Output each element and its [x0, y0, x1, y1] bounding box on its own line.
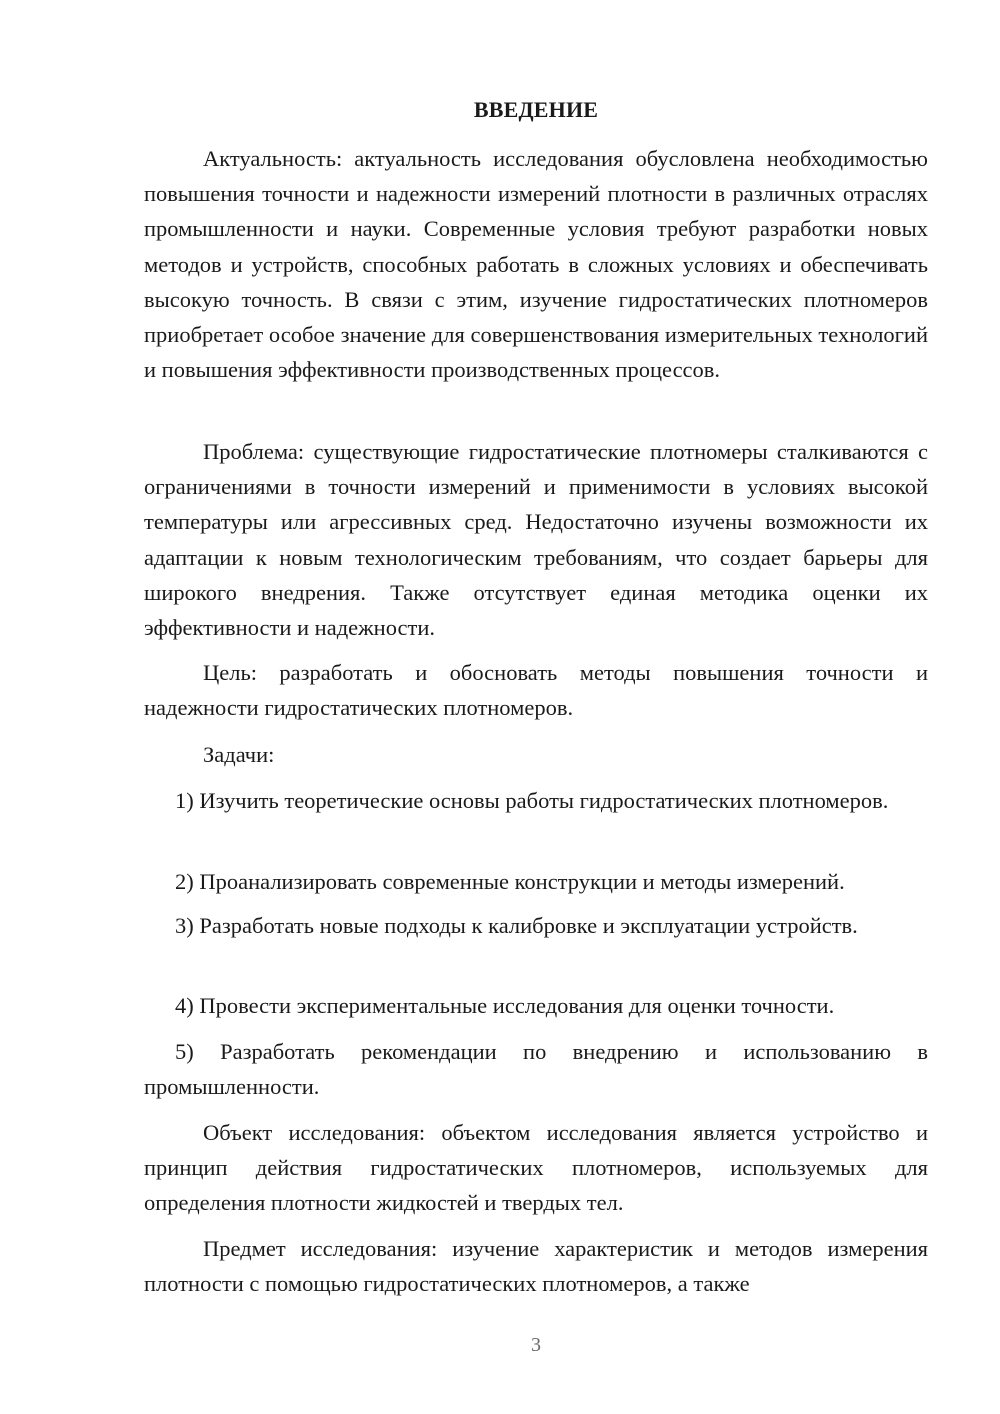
paragraph-object: Объект исследования: объектом исследования является устройство и принцип действия гидростатических плотномеров, используемых для определения плотности жидкостей и твердых тел. — [144, 1120, 928, 1216]
task-item-5: 5) Разработать рекомендации по внедрению и использованию в промышленности. — [144, 1039, 928, 1100]
paragraph-goal: Цель: разработать и обосновать методы повышения точности и надежности гидростатических плотномеров. — [144, 660, 928, 721]
paragraph-relevance: Актуальность: актуальность исследования обусловлена необходимостью повышения точности и надежности измерений плотности в различных отраслях промышленности и науки. Современные условия требуют разработки новых методов и устройств, способных работать в сложных условиях и обеспечивать высокую точность. В связи с этим, изучение гидростатических плотномеров приобретает особое значение для совершенствования измерительных технологий и повышения эффективности производственных процессов. — [144, 146, 928, 383]
paragraph-tasks-label: Задачи: — [203, 742, 275, 767]
task-item-1: 1) Изучить теоретические основы работы гидростатических плотномеров. — [175, 788, 889, 813]
page-number: 3 — [531, 1334, 541, 1356]
task-item-2: 2) Проанализировать современные конструкции и методы измерений. — [175, 869, 845, 894]
task-item-3: 3) Разработать новые подходы к калибровке и эксплуатации устройств. — [175, 913, 858, 938]
section-heading: ВВЕДЕНИЕ — [473, 97, 599, 122]
paragraph-subject: Предмет исследования: изучение характеристик и методов измерения плотности с помощью гидростатических плотномеров, а также — [144, 1236, 928, 1297]
task-item-4: 4) Провести экспериментальные исследования для оценки точности. — [175, 993, 835, 1018]
paragraph-problem: Проблема: существующие гидростатические плотномеры сталкиваются с ограничениями в точности измерений и применимости в условиях высокой температуры или агрессивных сред. Недостаточно изучены возможности их адаптации к новым технологическим требованиям, что создает барьеры для широкого внедрения. Также отсутствует единая методика оценки их эффективности и надежности. — [144, 439, 928, 641]
